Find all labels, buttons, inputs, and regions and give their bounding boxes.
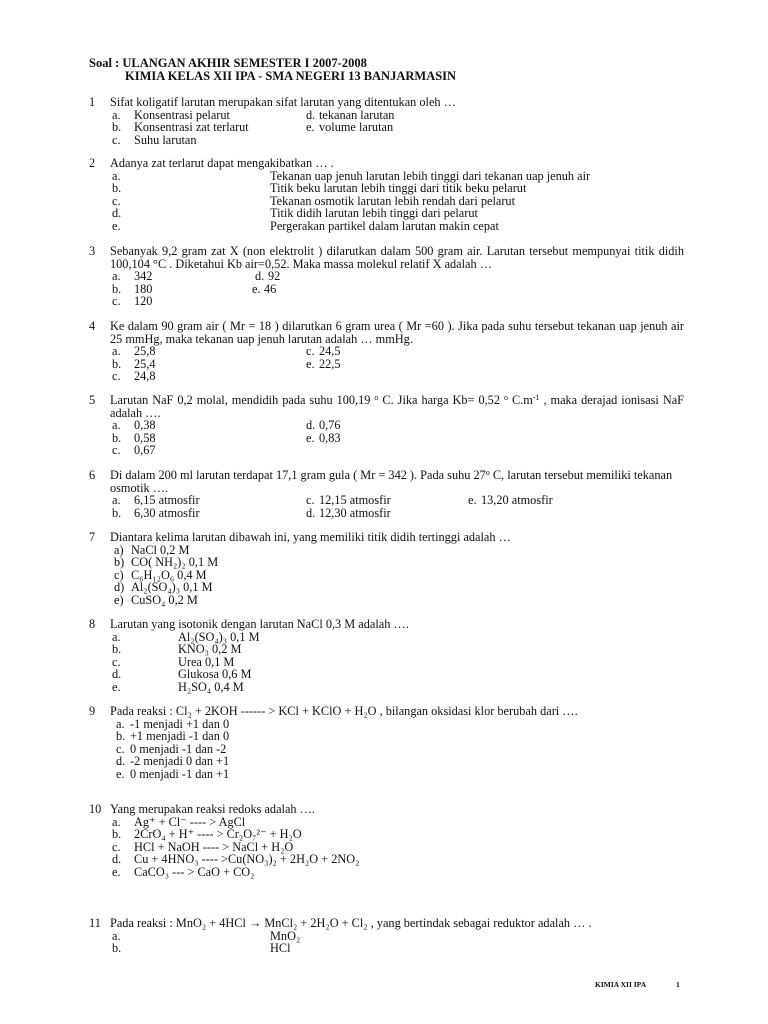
exam-title: Soal : ULANGAN AKHIR SEMESTER I 2007-2008 (89, 56, 367, 70)
option-label: b. (112, 181, 122, 196)
question-number: 9 (89, 704, 96, 718)
option-label: d. (306, 418, 316, 433)
option-text: Titik didih larutan lebih tinggi dari pelarut (270, 206, 478, 221)
question-text: Pada reaksi : Cl₂ + 2KOH ------ > KCl + KClO + H₂O , bilangan oksidasi klor berubah dari …. (110, 704, 578, 718)
question-text: Larutan NaF 0,2 molal, mendidih pada suhu 100,19 $^o$ C. Jika harga Kb= 0,52 $^o$ $C.m^{-1}$ , maka derajad ionisasi NaF adalah …. (110, 393, 685, 420)
option-label: c. (112, 654, 121, 669)
option-text: 0 menjadi -1 dan +1 (130, 767, 230, 781)
option-label: c. (306, 344, 315, 359)
option-label: c. (112, 443, 121, 458)
option-label: c. (112, 369, 121, 384)
option-label: e) (114, 593, 124, 607)
option-label: e. (468, 493, 477, 508)
option-text: Konsentrasi zat terlarut (134, 120, 249, 135)
option-row (0, 643, 768, 656)
question-text: Pada reaksi : MnO₂ + 4HCl → MnCl₂ + 2H₂O + Cl₂ , yang bertindak sebagai reduktor adalah … . (110, 916, 592, 930)
option-text: 13,20 atmosfir (481, 493, 553, 508)
option-text: 25,8 (134, 344, 156, 359)
option-row (0, 134, 768, 147)
option-text: MnO₂ (270, 928, 301, 943)
option-text: KNO₃ 0,2 M (178, 642, 242, 657)
option-text: Tekanan uap jenuh larutan lebih tinggi dari tekanan uap jenuh air (270, 168, 591, 183)
option-text: NaCl 0,2 M (131, 542, 190, 557)
option-row (0, 681, 768, 694)
option-text: 120 (134, 294, 153, 309)
option-label: d) (114, 580, 125, 595)
option-row (0, 419, 768, 432)
option-label: e. (116, 767, 125, 781)
option-text: 0,67 (134, 443, 156, 458)
option-label: e. (252, 281, 261, 296)
option-row (0, 828, 768, 841)
option-text: CaCO₃ --- > CaO + CO₂ (134, 865, 255, 879)
question-number: 7 (89, 530, 96, 544)
option-text: -1 menjadi +1 dan 0 (130, 716, 230, 731)
option-label: b. (112, 827, 122, 842)
option-text: Tekanan osmotik larutan lebih rendah dari pelarut (270, 193, 515, 208)
option-text: 46 (264, 281, 277, 296)
option-label: a. (112, 928, 121, 943)
option-row (0, 866, 768, 879)
option-label: e. (112, 865, 121, 879)
option-label: e. (112, 219, 121, 233)
question-number: 5 (89, 393, 96, 407)
option-text: 6,30 atmosfir (134, 505, 200, 520)
option-row (0, 121, 768, 134)
option-text: 2CrO₄ + H⁺ ---- > Cr₂O₇²⁻ + H₂O (134, 827, 302, 842)
option-text: 24,5 (319, 344, 341, 359)
option-label: a. (112, 344, 121, 359)
option-label: a. (112, 629, 121, 644)
question-text: Diantara kelima larutan dibawah ini, yang memiliki titik didih tertinggi adalah … (110, 530, 511, 544)
option-text: H₂SO₄ 0,4 M (178, 680, 244, 694)
option-row (0, 370, 768, 383)
option-text: 25,4 (134, 356, 156, 371)
option-row (0, 494, 768, 507)
degree-sign: o (503, 393, 508, 402)
option-label: b. (112, 941, 122, 956)
option-label: b) (114, 555, 125, 570)
option-label: d. (116, 754, 126, 769)
exam-subtitle: KIMIA KELAS XII IPA - SMA NEGERI 13 BANJARMASIN (125, 69, 457, 83)
option-label: b. (116, 729, 126, 744)
option-text: 0,83 (319, 430, 341, 445)
question-number: 10 (89, 802, 102, 816)
option-label: e. (112, 680, 121, 694)
question-number: 8 (89, 617, 96, 631)
option-text: Al₂(SO₄)₃ 0,1 M (178, 629, 260, 644)
option-label: a. (116, 716, 125, 731)
option-label: d. (112, 852, 122, 867)
option-text: 12,30 atmosfir (319, 505, 391, 520)
option-text: Urea 0,1 M (178, 654, 235, 669)
question-number: 6 (89, 468, 96, 482)
option-label: a. (112, 418, 121, 433)
option-label: a. (112, 168, 121, 183)
option-text: volume larutan (319, 120, 394, 135)
question-number: 1 (89, 95, 96, 109)
option-text: Titik beku larutan lebih tinggi dari titik beku pelarut (270, 181, 527, 196)
question-text: Ke dalam 90 gram air ( Mr = 18 ) dilarutkan 6 gram urea ( Mr =60 ). Jika pada suhu tersebut tekanan uap jenuh air 25 mmHg, maka tekanan uap jenuh larutan adalah … mmHg. (110, 319, 684, 346)
option-text: 24,8 (134, 369, 156, 384)
question-text: Sifat koligatif larutan merupakan sifat larutan yang ditentukan oleh … (110, 95, 456, 109)
option-text: 0,76 (319, 418, 341, 433)
option-label: b. (112, 642, 122, 657)
option-label: a. (112, 107, 121, 122)
option-text: 0,38 (134, 418, 156, 433)
option-label: b. (112, 505, 122, 520)
option-label: a. (112, 269, 121, 284)
option-label: b. (112, 281, 122, 296)
option-text: 22,5 (319, 356, 341, 371)
option-text: 0,58 (134, 430, 156, 445)
option-label: c. (306, 493, 315, 508)
option-label: e. (306, 356, 315, 371)
option-text: tekanan larutan (319, 107, 395, 122)
question-text: Larutan yang isotonik dengan larutan NaCl 0,3 M adalah …. (110, 617, 409, 631)
option-label: c) (114, 567, 124, 582)
question-text: Yang merupakan reaksi redoks adalah …. (110, 802, 316, 816)
option-row (0, 556, 768, 569)
option-text: Pergerakan partikel dalam larutan makin cepat (270, 219, 499, 233)
footer-page-number: 1 (676, 980, 680, 989)
option-row (0, 444, 768, 457)
option-text: CuSO₄ 0,2 M (131, 593, 198, 607)
option-text: -2 menjadi 0 dan +1 (130, 754, 230, 769)
option-row (0, 594, 768, 607)
option-row (0, 507, 768, 520)
footer-subject: KIMIA XII IPA (595, 980, 647, 989)
option-label: b. (112, 430, 122, 445)
option-text: 180 (134, 281, 153, 296)
option-label: d. (306, 107, 316, 122)
option-label: c. (116, 741, 125, 756)
question-text: Sebanyak 9,2 gram zat X (non elektrolit ) dilarutkan dalam 500 gram air. Larutan tersebut mempunyai titik didih 100,104 °C . Diketahui Kb air=0,52. Maka massa molekul relatif X adalah … (110, 244, 684, 271)
power-sign: -1 (532, 393, 540, 402)
option-text: 342 (134, 269, 153, 284)
option-label: d. (306, 505, 316, 520)
option-row (0, 220, 768, 233)
option-text: Al₂(SO₄)₃ 0,1 M (131, 580, 213, 595)
option-text: Cu + 4HNO₃ ---- >Cu(NO₃)₂ + 2H₂O + 2NO₂ (134, 852, 360, 867)
option-row (0, 270, 768, 283)
option-text: C₆H₁₂O₆ 0,4 M (131, 567, 207, 582)
option-label: d. (255, 269, 265, 284)
option-label: a. (112, 814, 121, 829)
option-text: 0 menjadi -1 dan -2 (130, 741, 227, 756)
question-number: 3 (89, 244, 96, 258)
question-number: 4 (89, 319, 96, 333)
option-label: b. (112, 356, 122, 371)
option-label: a. (112, 493, 121, 508)
option-label: d. (112, 206, 122, 221)
degree-sign: o (485, 468, 490, 477)
option-row (0, 295, 768, 308)
option-row (0, 942, 768, 955)
option-label: e. (306, 430, 315, 445)
option-text: 92 (268, 269, 281, 284)
option-text: Glukosa 0,6 M (178, 667, 252, 682)
option-text: Konsentrasi pelarut (134, 107, 230, 122)
option-text: Suhu larutan (134, 132, 197, 147)
option-text: 6,15 atmosfir (134, 493, 200, 508)
option-row (0, 768, 768, 781)
option-text: Ag⁺ + Cl⁻ ---- > AgCl (134, 814, 246, 829)
question-number: 11 (89, 916, 101, 930)
option-text: 12,15 atmosfir (319, 493, 391, 508)
question-number: 2 (89, 156, 96, 170)
option-label: d. (112, 667, 122, 682)
option-row (0, 182, 768, 195)
option-label: c. (112, 193, 121, 208)
option-label: b. (112, 120, 122, 135)
option-label: a) (114, 542, 124, 557)
option-text: HCl + NaOH ---- > NaCl + H₂O (134, 839, 294, 854)
option-text: +1 menjadi -1 dan 0 (130, 729, 230, 744)
option-label: c. (112, 132, 121, 147)
option-label: c. (112, 294, 121, 309)
option-row (0, 730, 768, 743)
option-label: e. (306, 120, 315, 135)
option-text: CO( NH₂)₂ 0,1 M (131, 555, 219, 570)
option-row (0, 345, 768, 358)
question-text: Adanya zat terlarut dapat mengakibatkan … . (110, 156, 334, 170)
option-label: c. (112, 839, 121, 854)
option-text: HCl (270, 941, 291, 956)
degree-sign: o (374, 393, 379, 402)
question-text: Di dalam 200 ml larutan terdapat 17,1 gram gula ( Mr = 342 ). Pada suhu 27$^o$ C, larutan tersebut memiliki tekanan osmotik …. (110, 468, 673, 495)
